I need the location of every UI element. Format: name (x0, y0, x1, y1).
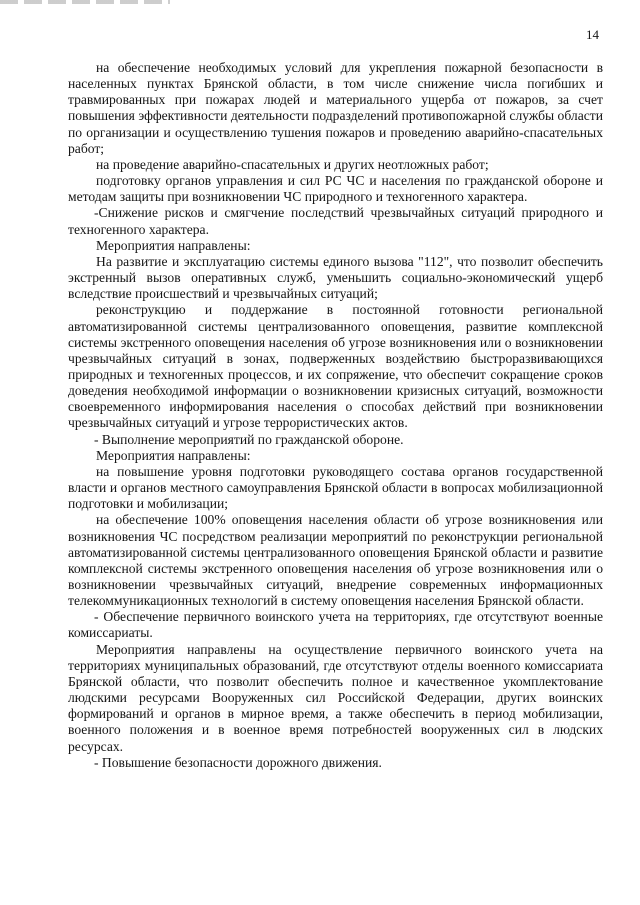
paragraph-civil-defense: - Выполнение мероприятий по гражданской обороне. (94, 431, 404, 447)
paragraph-system-112: На развитие и эксплуатацию системы единого вызова "112", что позволит обеспечить экстренный вызов оперативных служб, уменьшить социально-экономический ущерб вследствие происшествий и чрезвычайных ситуаций; (68, 253, 603, 302)
paragraph-road-safety: - Повышение безопасности дорожного движения. (94, 754, 382, 770)
paragraph-military-registration: - Обеспечение первичного воинского учета на территориях, где отсутствуют военные комиссариаты. (68, 609, 603, 641)
paragraph-measures-heading: Мероприятия направлены: (96, 237, 251, 253)
paragraph-population-warning: на обеспечение 100% оповещения населения области об угрозе возникновения или возникновения ЧС посредством реализации мероприятий по реконструкции региональной автоматизированной системы централизованного оповещения Брянской области и развитие комплексной системы экстренного оповещения населения об угрозе возникновения или о возникновении чрезвычайных ситуаций, внедрение современных информационных телекоммуникационных технологий в систему оповещения населения Брянской области. (68, 512, 603, 609)
paragraph-leadership-training: на повышение уровня подготовки руководящего состава органов государственной власти и органов местного самоуправления Брянской области в вопросах мобилизационной подготовки и мобилизации; (68, 463, 603, 512)
paragraph-rescue-works: на проведение аварийно-спасательных и других неотложных работ; (96, 156, 489, 172)
paragraph-measures-heading-2: Мероприятия направлены: (96, 447, 251, 463)
paragraph-risk-reduction: -Снижение рисков и смягчение последствий чрезвычайных ситуаций природного и техногенного характера. (68, 205, 603, 237)
document-body (68, 60, 603, 771)
paragraph-warning-system: реконструкцию и поддержание в постоянной готовности региональной автоматизированной системы централизованного оповещения, развитие комплексной системы экстренного оповещения населения об угрозе возникновения или о возникновении чрезвычайных ситуаций в зонах, подверженных воздействию быстроразвивающихся природных и техногенных процессов, и их сопряжение, что обеспечит сокращение сроков доведения необходимой информации о возникновении кризисных ситуаций, возможности своевременного информирования населения о способах действий при возникновении чрезвычайных ситуаций и угрозе террористических актов. (68, 302, 603, 431)
scan-edge-artifact (0, 0, 170, 4)
paragraph-civil-defense-training: подготовку органов управления и сил РС ЧС и населения по гражданской обороне и методам защиты при возникновении ЧС природного и техногенного характера. (68, 173, 603, 205)
paragraph-fire-safety: на обеспечение необходимых условий для укрепления пожарной безопасности в населенных пунктах Брянской области, в том числе снижение числа погибших и травмированных при пожарах людей и материального ущерба от пожаров, за счет повышения эффективности деятельности подразделений противопожарной службы области по организации и осуществлению тушения пожаров и проведению аварийно-спасательных работ; (68, 60, 603, 156)
page-number: 14 (586, 27, 599, 42)
paragraph-military-measures: Мероприятия направлены на осуществление первичного воинского учета на территориях муниципальных образований, где отсутствуют отделы военного комиссариата Брянской области, что позволит обеспечить полное и качественное укомплектование людскими ресурсами Вооруженных сил Российской Федерации, других воинских формирований и органов в мирное время, а также обеспечить в период мобилизации, военного положения и в военное время потребностей вооруженных сил в людских ресурсах. (68, 641, 603, 754)
